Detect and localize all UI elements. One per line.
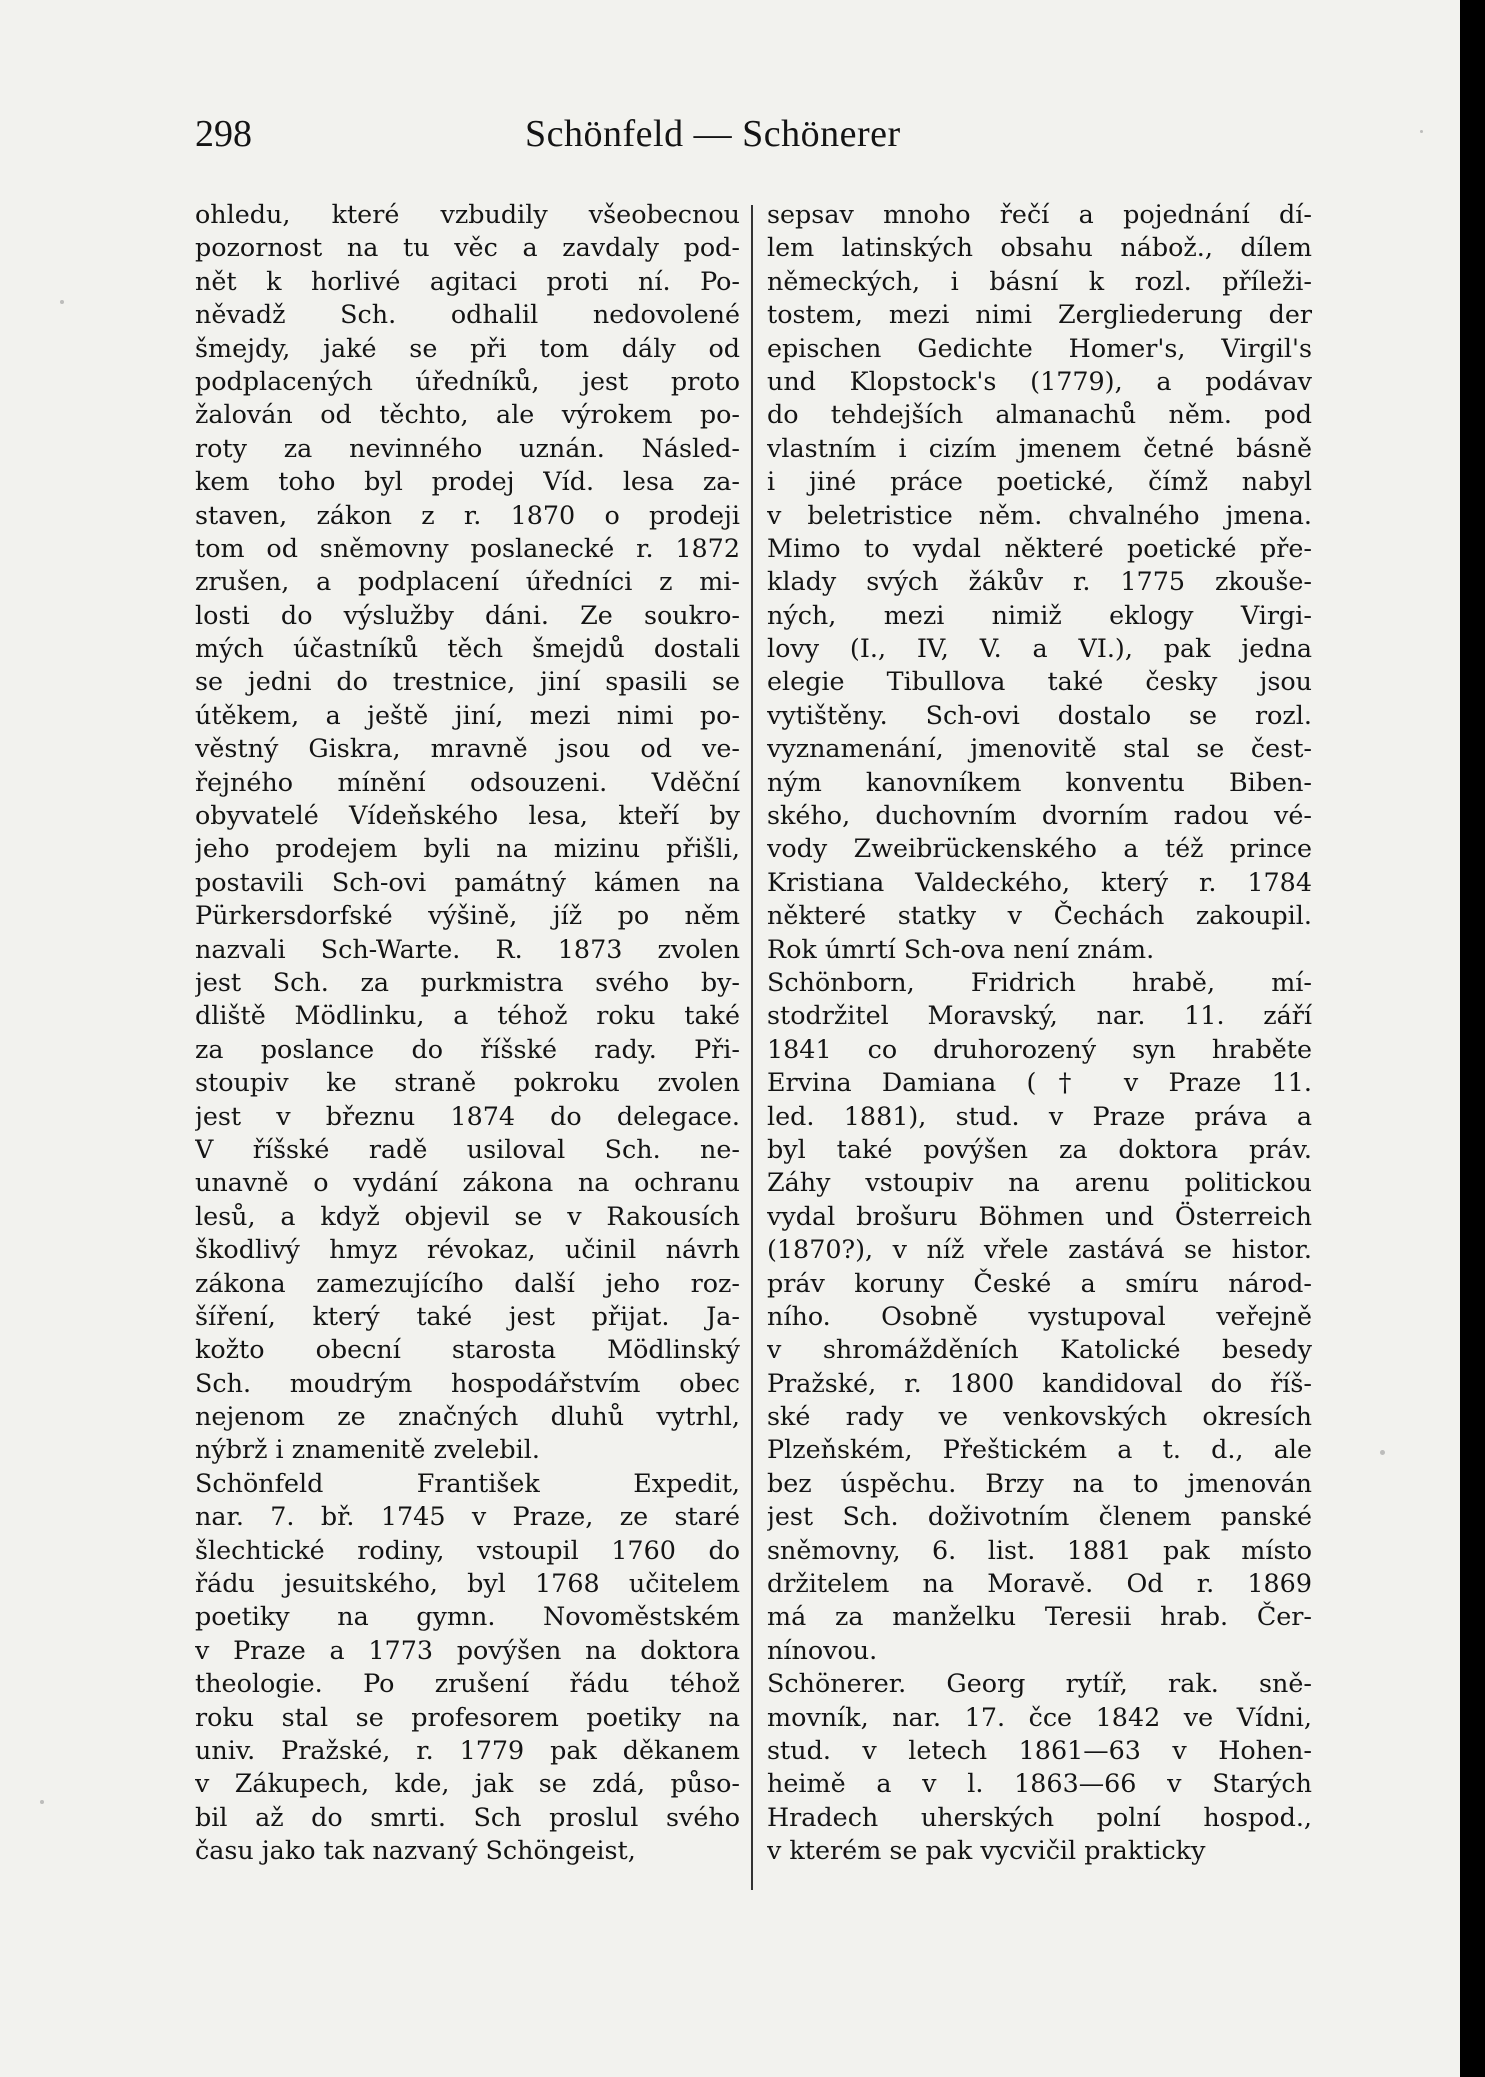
text-line: stoupiv ke straně pokroku zvolen <box>195 1067 740 1098</box>
text-line: škodlivý hmyz révokaz, učinil návrh <box>195 1234 740 1265</box>
text-line: útěkem, a ještě jiní, mezi nimi po- <box>195 699 740 730</box>
text-line: zrušen, a podplacení úředníci z mi- <box>195 566 740 597</box>
text-line: dliště Mödlinku, a téhož roku také <box>195 1000 740 1031</box>
text-line: věstný Giskra, mravně jsou od ve- <box>195 733 740 764</box>
scan-border <box>1460 0 1485 2077</box>
text-line: v Praze a 1773 povýšen na doktora <box>195 1634 740 1665</box>
text-line: vlastním i cizím jmenem četné básně <box>767 432 1312 463</box>
text-line: šmejdy, jaké se při tom dály od <box>195 332 740 363</box>
text-line: v beletristice něm. chvalného jmena. <box>767 499 1312 530</box>
text-line: stud. v letech 1861—63 v Hohen- <box>767 1734 1312 1765</box>
text-line: lesů, a když objevil se v Rakousích <box>195 1200 740 1231</box>
text-line: kem toho byl prodej Víd. lesa za- <box>195 466 740 497</box>
text-line: žalován od těchto, ale výrokem po- <box>195 399 740 430</box>
running-head: Schönfeld — Schönerer <box>525 113 901 155</box>
text-line: sepsav mnoho řečí a pojednání dí- <box>767 199 1312 229</box>
text-line: některé statky v Čechách zakoupil. <box>767 900 1312 931</box>
text-line: Plzeňském, Přeštickém a t. d., ale <box>767 1434 1312 1465</box>
text-line: jest Sch. za purkmistra svého by- <box>195 966 740 997</box>
text-line: i jiné práce poetické, čímž nabyl <box>767 466 1312 497</box>
page-header <box>195 112 1285 162</box>
text-line: ního. Osobně vystupoval veřejně <box>767 1300 1312 1331</box>
text-line: bez úspěchu. Brzy na to jmenován <box>767 1467 1312 1498</box>
text-line: řádu jesuitského, byl 1768 učitelem <box>195 1568 740 1599</box>
text-line: Hradech uherských polní hospod., <box>767 1801 1312 1832</box>
scan-speck <box>40 1800 44 1804</box>
text-line: ohledu, které vzbudily všeobecnou <box>195 199 740 229</box>
text-line: zákona zamezujícího další jeho roz- <box>195 1267 740 1298</box>
text-line: epischen Gedichte Homer's, Virgil's <box>767 332 1312 363</box>
text-line: (1870?), v níž vřele zastává se histor. <box>767 1234 1312 1265</box>
text-line: šíření, který také jest přijat. Ja- <box>195 1300 740 1331</box>
text-line: lem latinských obsahu nábož., dílem <box>767 232 1312 263</box>
text-line: nejenom ze značných dluhů vytrhl, <box>195 1401 740 1432</box>
text-line: něvadž Sch. odhalil nedovolené <box>195 299 740 330</box>
text-line: ných, mezi nimiž eklogy Virgi- <box>767 599 1312 630</box>
text-line: mých účastníků těch šmejdů dostali <box>195 633 740 664</box>
text-line: šlechtické rodiny, vstoupil 1760 do <box>195 1534 740 1565</box>
text-line: v kterém se pak vycvičil prakticky <box>767 1835 1206 1866</box>
text-line: za poslance do říšské rady. Při- <box>195 1033 740 1064</box>
column-divider <box>751 205 753 1890</box>
text-line: V říšské radě usiloval Sch. ne- <box>195 1133 740 1164</box>
text-line: heimě a v l. 1863—66 v Starých <box>767 1768 1312 1799</box>
text-line: kožto obecní starosta Mödlinský <box>195 1334 740 1365</box>
text-line: unavně o vydání zákona na ochranu <box>195 1167 740 1198</box>
text-line: v Zákupech, kde, jak se zdá, půso- <box>195 1768 740 1799</box>
left-column <box>195 198 740 1868</box>
text-line: poetiky na gymn. Novoměstském <box>195 1601 740 1632</box>
text-line: jeho prodejem byli na mizinu přišli, <box>195 833 740 864</box>
text-line: klady svých žákův r. 1775 zkouše- <box>767 566 1312 597</box>
text-line: led. 1881), stud. v Praze práva a <box>767 1100 1312 1131</box>
text-line: nar. 7. bř. 1745 v Praze, ze staré <box>195 1501 740 1532</box>
text-line: Pürkersdorfské výšině, jíž po něm <box>195 900 740 931</box>
text-line: držitelem na Moravě. Od r. 1869 <box>767 1568 1312 1599</box>
text-line: und Klopstock's (1779), a podávav <box>767 365 1312 396</box>
text-line: lovy (I., IV, V. a VI.), pak jedna <box>767 633 1312 664</box>
text-line: obyvatelé Vídeňského lesa, kteří by <box>195 800 740 831</box>
text-line: staven, zákon z r. 1870 o prodeji <box>195 499 740 530</box>
text-line: Mimo to vydal některé poetické pře- <box>767 532 1312 563</box>
text-line: jest v březnu 1874 do delegace. <box>195 1100 740 1131</box>
text-line: podplacených úředníků, jest proto <box>195 365 740 396</box>
text-line: bil až do smrti. Sch proslul svého <box>195 1801 740 1832</box>
text-line: postavili Sch-ovi památný kámen na <box>195 866 740 897</box>
text-line: ské rady ve venkovských okresích <box>767 1401 1312 1432</box>
text-line: stodržitel Moravský, nar. 11. září <box>767 1000 1312 1031</box>
text-line: se jedni do trestnice, jiní spasili se <box>195 666 740 697</box>
text-line: sněmovny, 6. list. 1881 pak místo <box>767 1534 1312 1565</box>
text-line: nínovou. <box>767 1634 878 1665</box>
text-line: německých, i básní k rozl. příleži- <box>767 265 1312 296</box>
text-line: univ. Pražské, r. 1779 pak děkanem <box>195 1734 740 1765</box>
text-line: pozornost na tu věc a zavdaly pod- <box>195 232 740 263</box>
text-line: ným kanovníkem konventu Biben- <box>767 766 1312 797</box>
text-line: Sch. moudrým hospodářstvím obec <box>195 1367 740 1398</box>
scan-speck <box>1420 130 1423 133</box>
text-line: byl také povýšen za doktora práv. <box>767 1133 1312 1164</box>
text-line: tostem, mezi nimi Zergliederung der <box>767 299 1312 330</box>
text-line: tom od sněmovny poslanecké r. 1872 <box>195 532 740 563</box>
text-line: jest Sch. doživotním členem panské <box>767 1501 1312 1532</box>
text-line: Záhy vstoupiv na arenu politickou <box>767 1167 1312 1198</box>
text-line: Pražské, r. 1800 kandidoval do říš- <box>767 1367 1312 1398</box>
text-line: roty za nevinného uznán. Násled- <box>195 432 740 463</box>
text-line: ského, duchovním dvorním radou vé- <box>767 800 1312 831</box>
text-line: vody Zweibrückenského a též prince <box>767 833 1312 864</box>
text-line: elegie Tibullova také česky jsou <box>767 666 1312 697</box>
text-line: Schönfeld František Expedit, <box>195 1467 740 1498</box>
text-line: losti do výslužby dáni. Ze soukro- <box>195 599 740 630</box>
text-line: má za manželku Teresii hrab. Čer- <box>767 1601 1312 1632</box>
text-line: práv koruny České a smíru národ- <box>767 1267 1312 1298</box>
text-line: theologie. Po zrušení řádu téhož <box>195 1668 740 1699</box>
text-line: do tehdejších almanachů něm. pod <box>767 399 1312 430</box>
text-line: Schönerer. Georg rytíř, rak. sně- <box>767 1668 1312 1699</box>
scan-speck <box>1380 1450 1385 1455</box>
text-line: řejného mínění odsouzeni. Vděční <box>195 766 740 797</box>
text-line: v shromážděních Katolické besedy <box>767 1334 1312 1365</box>
page-number: 298 <box>195 113 252 155</box>
text-line: nýbrž i znamenitě zvelebil. <box>195 1434 540 1465</box>
text-line: nazvali Sch-Warte. R. 1873 zvolen <box>195 933 740 964</box>
text-line: času jako tak nazvaný Schöngeist, <box>195 1835 636 1866</box>
text-line: Schönborn, Fridrich hrabě, mí- <box>767 966 1312 997</box>
text-line: movník, nar. 17. čce 1842 ve Vídni, <box>767 1701 1312 1732</box>
text-line: Rok úmrtí Sch-ova není znám. <box>767 933 1155 964</box>
text-line: Kristiana Valdeckého, který r. 1784 <box>767 866 1312 897</box>
text-line: vyznamenání, jmenovitě stal se čest- <box>767 733 1312 764</box>
scan-speck <box>60 300 64 304</box>
text-line: Ervina Damiana († v Praze 11. <box>767 1067 1312 1098</box>
right-column <box>767 198 1312 1868</box>
text-line: vytištěny. Sch-ovi dostalo se rozl. <box>767 699 1312 730</box>
text-line: 1841 co druhorozený syn hraběte <box>767 1033 1312 1064</box>
text-line: nět k horlivé agitaci proti ní. Po- <box>195 265 740 296</box>
text-line: vydal brošuru Böhmen und Österreich <box>767 1200 1312 1231</box>
text-line: roku stal se profesorem poetiky na <box>195 1701 740 1732</box>
